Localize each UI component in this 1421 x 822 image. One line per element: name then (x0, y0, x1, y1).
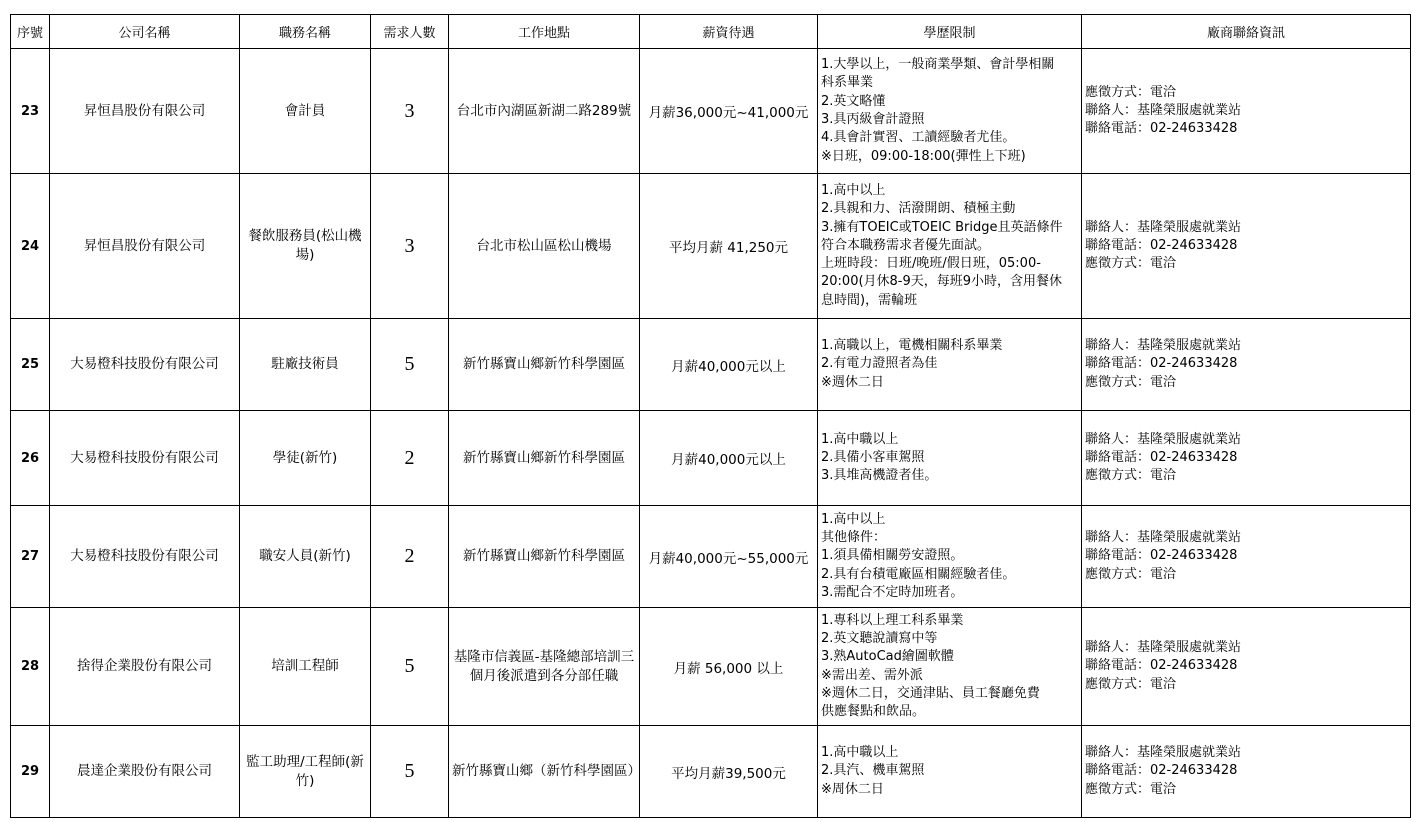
education-line: ※日班，09:00-18:00(彈性上下班) (821, 148, 1026, 164)
education-line: 1.高中職以上 (821, 431, 899, 447)
education-line: 供應餐點和飲品。 (821, 704, 926, 720)
education-line: 3.具堆高機證者佳。 (821, 468, 938, 484)
company-name: 大易橙科技股份有限公司 (50, 506, 240, 608)
contact-line: 聯絡電話：02-24633428 (1085, 449, 1238, 465)
education-requirements (818, 726, 1082, 818)
education-line: 2.具汽、機車駕照 (821, 763, 925, 779)
education-line: 1.專科以上理工科系畢業 (821, 612, 964, 628)
education-line: ※周休二日 (821, 781, 884, 797)
salary: 月薪36,000元~41,000元 (640, 49, 818, 174)
contact-line: 聯絡人：基隆榮服處就業站 (1085, 640, 1242, 656)
job-title: 監工助理/工程師(新竹) (240, 726, 371, 818)
header-job-title: 職務名稱 (240, 15, 371, 49)
row-number: 23 (11, 49, 50, 174)
job-listing-table (10, 14, 1411, 818)
education-requirements (818, 411, 1082, 506)
contact-line: 應徵方式：電洽 (1085, 781, 1177, 797)
job-title: 餐飲服務員(松山機場) (240, 174, 371, 319)
work-location: 新竹縣寶山鄉新竹科學園區 (449, 319, 640, 411)
table-row (11, 319, 1411, 411)
company-name: 大易橙科技股份有限公司 (50, 319, 240, 411)
education-line: 1.高中以上 (821, 511, 886, 527)
contact-line: 聯絡人：基隆榮服處就業站 (1085, 338, 1242, 354)
contact-line: 聯絡人：基隆榮服處就業站 (1085, 530, 1242, 546)
education-line: 科系畢業 (821, 75, 874, 91)
salary: 平均月薪39,500元 (640, 726, 818, 818)
education-requirements (818, 608, 1082, 726)
header-row (11, 15, 1411, 49)
headcount: 5 (371, 608, 449, 726)
contact-line: 聯絡人：基隆榮服處就業站 (1085, 219, 1242, 235)
salary: 月薪40,000元以上 (640, 411, 818, 506)
salary: 月薪40,000元以上 (640, 319, 818, 411)
education-requirements (818, 319, 1082, 411)
headcount: 5 (371, 726, 449, 818)
contact-line: 應徵方式：電洽 (1085, 374, 1177, 390)
job-title: 會計員 (240, 49, 371, 174)
contact-info (1082, 319, 1411, 411)
work-location: 新竹縣寶山鄉新竹科學園區 (449, 506, 640, 608)
education-line: 2.具親和力、活潑開朗、積極主動 (821, 201, 1016, 217)
education-requirements (818, 506, 1082, 608)
table-row (11, 506, 1411, 608)
education-line: 2.有電力證照者為佳 (821, 356, 938, 372)
work-location: 台北市內湖區新湖二路289號 (449, 49, 640, 174)
education-line: 2.具有台積電廠區相關經驗者佳。 (821, 566, 1016, 582)
table-row (11, 174, 1411, 319)
company-name: 晨達企業股份有限公司 (50, 726, 240, 818)
job-title: 職安人員(新竹) (240, 506, 371, 608)
headcount: 3 (371, 49, 449, 174)
education-line: 1.須具備相關勞安證照。 (821, 548, 964, 564)
education-line: ※需出差、需外派 (821, 667, 923, 683)
education-line: ※週休二日 (821, 374, 884, 390)
company-name: 捨得企業股份有限公司 (50, 608, 240, 726)
header-contact: 廠商聯絡資訊 (1082, 15, 1411, 49)
contact-info (1082, 726, 1411, 818)
contact-line: 應徵方式：電洽 (1085, 676, 1177, 692)
contact-line: 聯絡電話：02-24633428 (1085, 658, 1238, 674)
contact-line: 應徵方式：電洽 (1085, 256, 1177, 272)
education-line: 2.英文聽說讀寫中等 (821, 630, 938, 646)
contact-line: 聯絡電話：02-24633428 (1085, 356, 1238, 372)
header-headcount: 需求人數 (371, 15, 449, 49)
headcount: 2 (371, 506, 449, 608)
work-location: 基隆市信義區-基隆總部培訓三個月後派遣到各分部任職 (449, 608, 640, 726)
headcount: 5 (371, 319, 449, 411)
table-row (11, 726, 1411, 818)
header-no: 序號 (11, 15, 50, 49)
row-number: 24 (11, 174, 50, 319)
table-row (11, 411, 1411, 506)
education-line: 上班時段：日班/晚班/假日班，05:00- (821, 256, 1041, 272)
work-location: 台北市松山區松山機場 (449, 174, 640, 319)
salary: 月薪40,000元~55,000元 (640, 506, 818, 608)
contact-info (1082, 49, 1411, 174)
header-location: 工作地點 (449, 15, 640, 49)
education-line: 4.具會計實習、工讀經驗者尤佳。 (821, 130, 1016, 146)
contact-info (1082, 174, 1411, 319)
contact-line: 聯絡電話：02-24633428 (1085, 763, 1238, 779)
education-line: 3.擁有TOEIC或TOEIC Bridge且英語條件 (821, 219, 1063, 235)
contact-line: 聯絡人：基隆榮服處就業站 (1085, 102, 1242, 118)
header-salary: 薪資待遇 (640, 15, 818, 49)
job-title: 駐廠技術員 (240, 319, 371, 411)
education-line: 3.具丙級會計證照 (821, 112, 925, 127)
contact-info (1082, 411, 1411, 506)
company-name: 昇恒昌股份有限公司 (50, 49, 240, 174)
job-title: 培訓工程師 (240, 608, 371, 726)
contact-line: 應徵方式：電洽 (1085, 84, 1177, 100)
row-number: 26 (11, 411, 50, 506)
contact-line: 應徵方式：電洽 (1085, 566, 1177, 582)
education-line: ※週休二日，交通津貼、員工餐廳免費 (821, 685, 1040, 701)
salary: 月薪 56,000 以上 (640, 608, 818, 726)
contact-line: 聯絡人：基隆榮服處就業站 (1085, 431, 1242, 447)
headcount: 3 (371, 174, 449, 319)
contact-line: 應徵方式：電洽 (1085, 468, 1177, 484)
row-number: 27 (11, 506, 50, 608)
education-requirements (818, 174, 1082, 319)
contact-line: 聯絡人：基隆榮服處就業站 (1085, 745, 1242, 761)
job-title: 學徒(新竹) (240, 411, 371, 506)
header-company: 公司名稱 (50, 15, 240, 49)
salary: 平均月薪 41,250元 (640, 174, 818, 319)
work-location: 新竹縣寶山鄉新竹科學園區 (449, 411, 640, 506)
education-line: 2.具備小客車駕照 (821, 449, 925, 465)
row-number: 28 (11, 608, 50, 726)
education-line: 1.高職以上，電機相關科系畢業 (821, 338, 1003, 354)
headcount: 2 (371, 411, 449, 506)
table-row (11, 608, 1411, 726)
education-line: 1.高中職以上 (821, 745, 899, 761)
contact-info (1082, 506, 1411, 608)
education-line: 符合本職務需求者優先面試。 (821, 237, 991, 253)
education-line: 3.熟AutoCad繪圖軟體 (821, 649, 954, 665)
education-line: 息時間)，需輪班 (821, 292, 918, 308)
row-number: 25 (11, 319, 50, 411)
contact-line: 聯絡電話：02-24633428 (1085, 548, 1238, 564)
education-line: 1.大學以上，一般商業學類、會計學相關 (821, 57, 1055, 73)
company-name: 昇恒昌股份有限公司 (50, 174, 240, 319)
contact-line: 聯絡電話：02-24633428 (1085, 121, 1238, 137)
contact-line: 聯絡電話：02-24633428 (1085, 237, 1238, 253)
education-line: 其他條件： (821, 530, 887, 546)
education-requirements (818, 49, 1082, 174)
header-education: 學歷限制 (818, 15, 1082, 49)
education-line: 2.英文略懂 (821, 93, 886, 109)
education-line: 20:00(月休8-9天，每班9小時，含用餐休 (821, 274, 1063, 290)
education-line: 3.需配合不定時加班者。 (821, 584, 964, 600)
education-line: 1.高中以上 (821, 182, 886, 198)
table-row (11, 49, 1411, 174)
row-number: 29 (11, 726, 50, 818)
contact-info (1082, 608, 1411, 726)
company-name: 大易橙科技股份有限公司 (50, 411, 240, 506)
work-location: 新竹縣寶山鄉（新竹科學園區） (449, 726, 640, 818)
